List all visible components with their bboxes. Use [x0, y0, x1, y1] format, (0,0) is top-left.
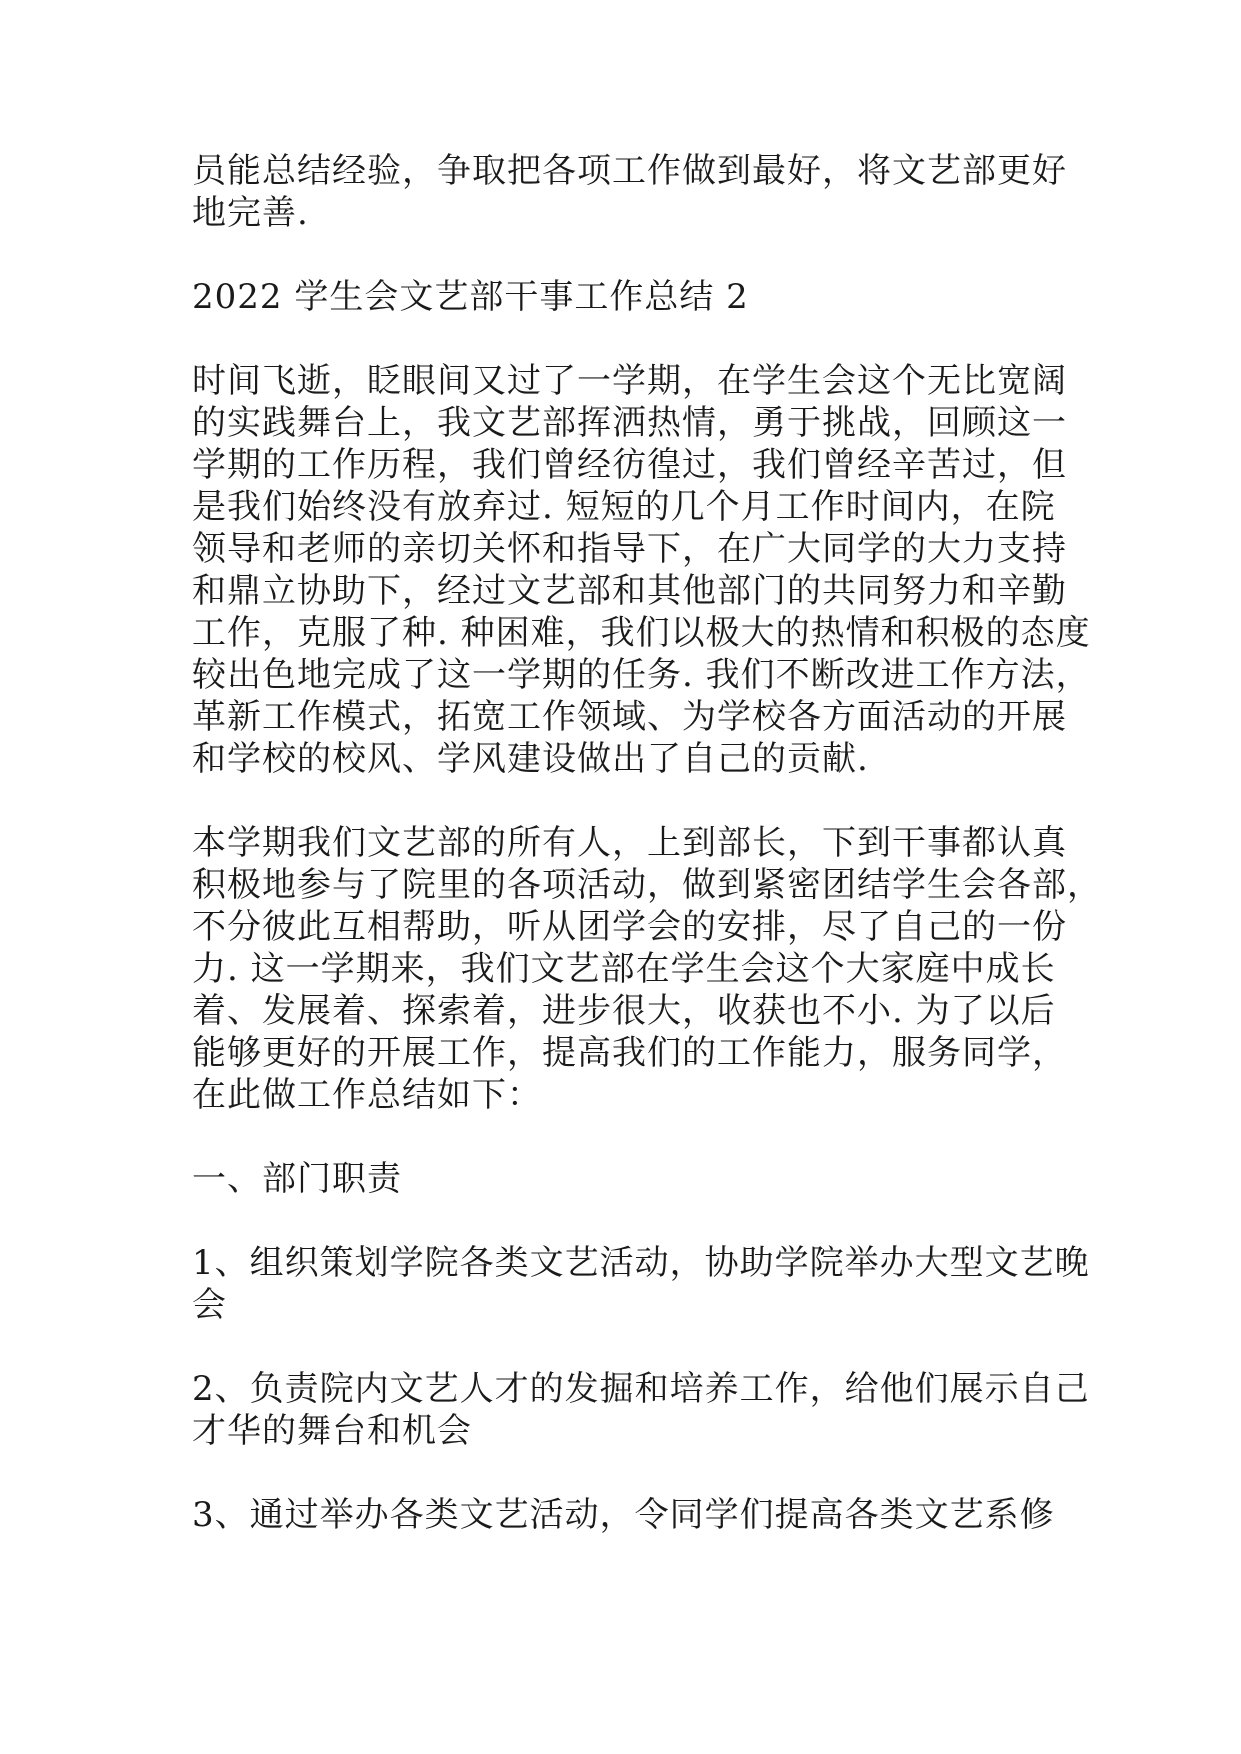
document-page [192, 150, 1102, 1578]
paragraph-semester [192, 822, 1102, 1116]
text-line: 时间飞逝，眨眼间又过了一学期，在学生会这个无比宽阔 [192, 361, 1067, 401]
heading-line: 一、部门职责 [192, 1159, 402, 1199]
text-line: 学期的工作历程，我们曾经彷徨过，我们曾经辛苦过，但 [192, 445, 1067, 485]
text-line: 才华的舞台和机会 [192, 1411, 472, 1451]
text-line: 地完善. [192, 193, 309, 233]
list-item-3 [192, 1494, 1062, 1536]
text-line: 会 [192, 1285, 227, 1325]
text-line: 是我们始终没有放弃过. 短短的几个月工作时间内，在院 [192, 487, 1056, 527]
text-line: 着、发展着、探索着，进步很大，收获也不小. 为了以后 [192, 991, 1056, 1031]
text-line: 在此做工作总结如下： [192, 1075, 542, 1115]
text-line: 本学期我们文艺部的所有人，上到部长，下到干事都认真 [192, 823, 1067, 863]
text-line: 和学校的校风、学风建设做出了自己的贡献. [192, 739, 869, 779]
text-line: 领导和老师的亲切关怀和指导下，在广大同学的大力支持 [192, 529, 1067, 569]
section-title [192, 276, 1062, 318]
text-line: 工作，克服了种. 种困难，我们以极大的热情和积极的态度 [192, 613, 1091, 653]
text-line: 能够更好的开展工作，提高我们的工作能力，服务同学， [192, 1033, 1067, 1073]
paragraph-intro [192, 360, 1091, 780]
text-line: 和鼎立协助下，经过文艺部和其他部门的共同努力和辛勤 [192, 571, 1067, 611]
text-line: 3、通过举办各类文艺活动，令同学们提高各类文艺系修 [192, 1495, 1055, 1535]
list-item-2 [192, 1368, 1090, 1452]
text-line: 2、负责院内文艺人才的发掘和培养工作，给他们展示自己 [192, 1369, 1090, 1409]
list-item-1 [192, 1242, 1090, 1326]
title-line: 2022 学生会文艺部干事工作总结 2 [192, 277, 749, 317]
text-line: 积极地参与了院里的各项活动，做到紧密团结学生会各部， [192, 865, 1102, 905]
text-line: 1、组织策划学院各类文艺活动，协助学院举办大型文艺晚 [192, 1243, 1090, 1283]
text-line: 革新工作模式，拓宽工作领域、为学校各方面活动的开展 [192, 697, 1067, 737]
text-line: 的实践舞台上，我文艺部挥洒热情，勇于挑战，回顾这一 [192, 403, 1067, 443]
text-line: 较出色地完成了这一学期的任务. 我们不断改进工作方法， [192, 655, 1091, 695]
paragraph-closing-summary [192, 150, 1067, 234]
heading-department-duties [192, 1158, 1062, 1200]
text-line: 力. 这一学期来，我们文艺部在学生会这个大家庭中成长 [192, 949, 1056, 989]
text-line: 员能总结经验，争取把各项工作做到最好，将文艺部更好 [192, 151, 1067, 191]
text-line: 不分彼此互相帮助，听从团学会的安排，尽了自己的一份 [192, 907, 1067, 947]
